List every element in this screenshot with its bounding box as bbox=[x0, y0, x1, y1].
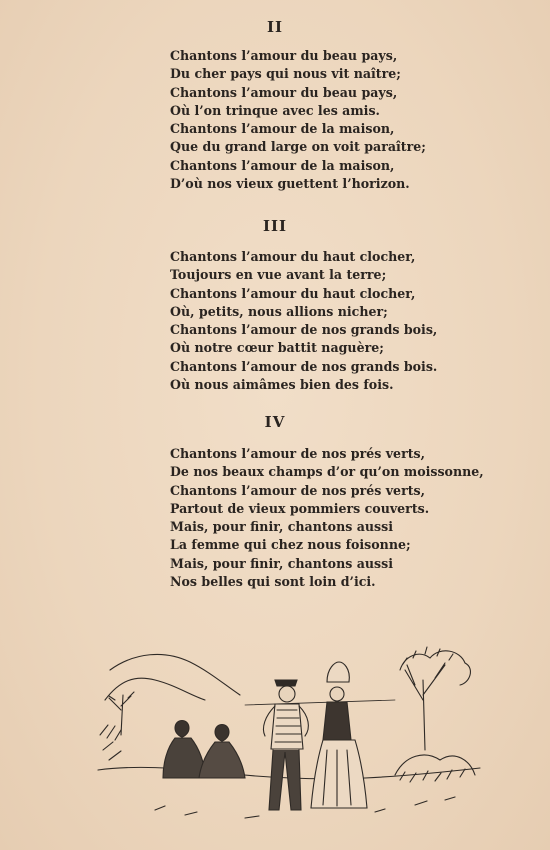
verse-line: Chantons l’amour de nos prés verts, bbox=[170, 482, 425, 498]
stanza-number-4: IV bbox=[264, 413, 286, 431]
verse-line: Chantons l’amour de nos prés verts, bbox=[170, 446, 425, 461]
standing-woman-icon bbox=[330, 687, 344, 701]
stanza-4 bbox=[170, 445, 484, 591]
stanza-number-3: III bbox=[262, 217, 288, 235]
seated-woman-icon bbox=[175, 721, 189, 738]
verse-line: Où, petits, nous allions nicher; bbox=[170, 303, 388, 319]
cliff-line bbox=[110, 654, 240, 695]
verse-line: Du cher pays qui nous vit naître; bbox=[170, 66, 401, 82]
verse-line: Où l’on trinque avec les amis. bbox=[170, 102, 380, 118]
verse-line: Chantons l’amour de la maison, bbox=[170, 157, 395, 173]
coiffe-icon bbox=[327, 662, 349, 682]
verse-line: Nos belles qui sont loin d’ici. bbox=[170, 574, 376, 590]
verse-line: Où nous aimâmes bien des fois. bbox=[170, 377, 394, 393]
man-hat-icon bbox=[275, 680, 297, 686]
stanza-number-2: II bbox=[266, 18, 284, 36]
right-tree-icon bbox=[405, 663, 445, 750]
seated-woman-icon bbox=[215, 725, 229, 742]
verse-line: Chantons l’amour du haut clocher, bbox=[170, 249, 416, 264]
stanza-2 bbox=[170, 47, 426, 193]
verse-line: Partout de vieux pommiers couverts. bbox=[170, 500, 430, 516]
verse-line: D’où nos vieux guettent l’horizon. bbox=[170, 176, 410, 192]
standing-man-icon bbox=[279, 686, 295, 702]
stanza-3 bbox=[170, 248, 437, 394]
verse-line: Chantons l’amour du beau pays, bbox=[170, 84, 398, 100]
verse-line: La femme qui chez nous foisonne; bbox=[170, 537, 411, 553]
verse-line: De nos beaux champs d’or qu’on moissonne, bbox=[170, 464, 484, 480]
verse-line: Mais, pour finir, chantons aussi bbox=[170, 555, 393, 571]
verse-line: Toujours en vue avant la terre; bbox=[170, 267, 387, 283]
verse-line: Mais, pour finir, chantons aussi bbox=[170, 519, 393, 535]
verse-line: Chantons l’amour de nos grands bois. bbox=[170, 358, 438, 374]
verse-line: Où notre cœur battit naguère; bbox=[170, 340, 384, 356]
verse-line: Chantons l’amour de nos grands bois, bbox=[170, 322, 438, 338]
verse-line: Chantons l’amour de la maison, bbox=[170, 121, 395, 137]
engraving-illustration bbox=[95, 640, 485, 835]
verse-line: Que du grand large on voit paraître; bbox=[170, 139, 426, 155]
verse-line: Chantons l’amour du haut clocher, bbox=[170, 285, 416, 301]
verse-line: Chantons l’amour du beau pays, bbox=[170, 48, 398, 63]
